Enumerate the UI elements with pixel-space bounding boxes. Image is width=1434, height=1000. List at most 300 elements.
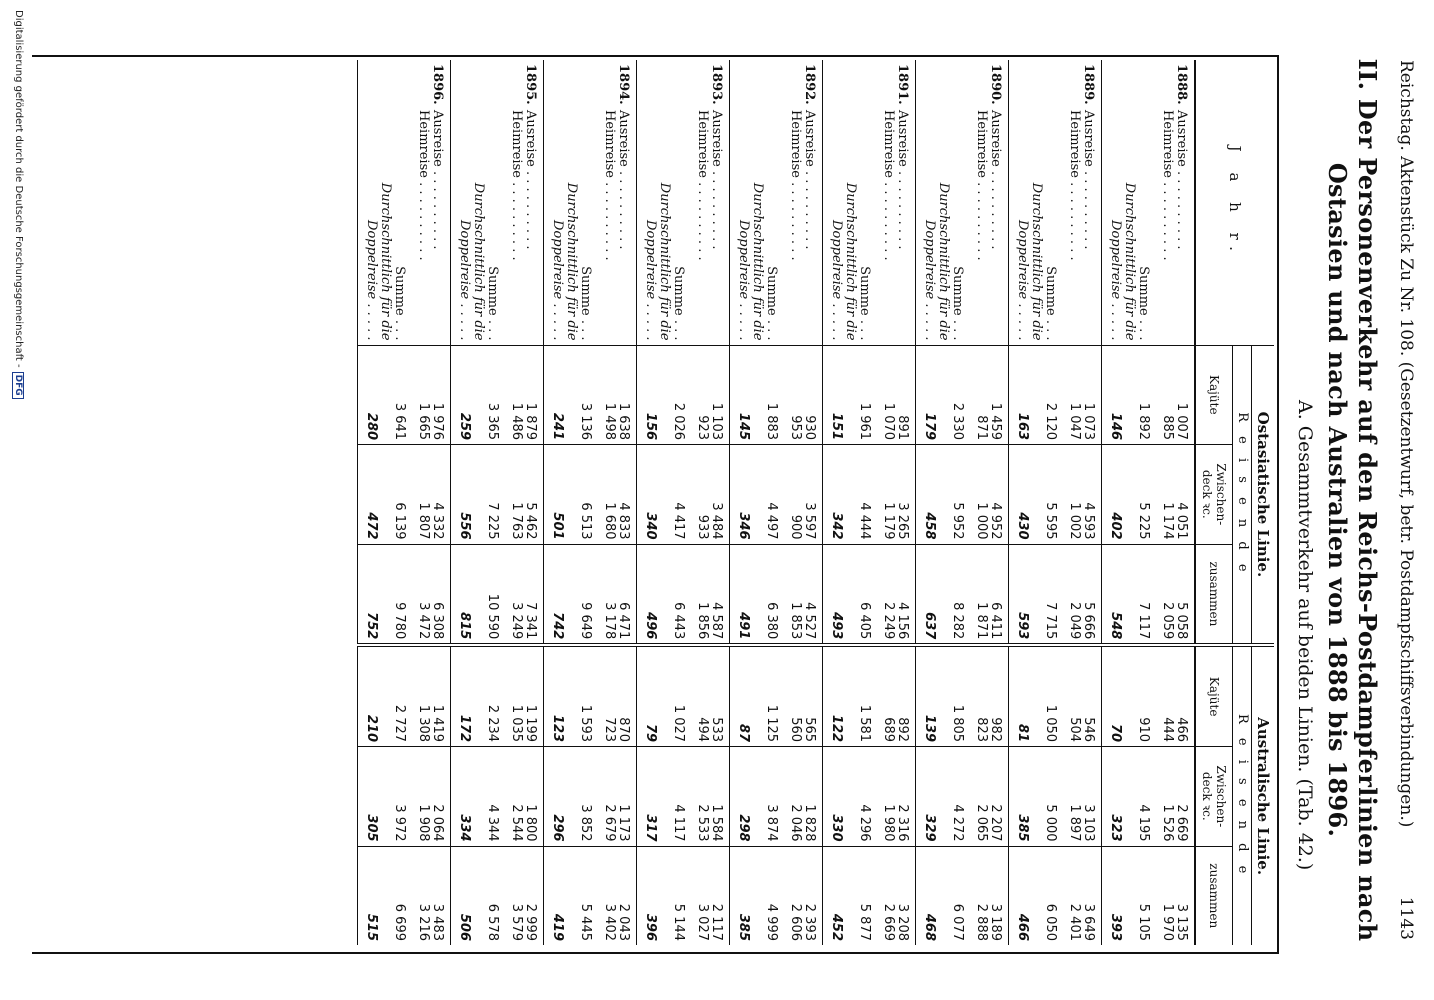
ausreise-label: Ausreise . . . . . . . . . . [895,110,910,250]
table-cell: 2 120 [1043,345,1067,445]
passenger-table [357,60,1274,945]
table-row [1136,60,1160,945]
table-body [358,60,1196,945]
table-cell: 2 330 [950,345,974,445]
table-cell: 122 [823,645,858,746]
column-group-ostasien: Ostasiatische Linie. [1252,345,1275,645]
table-cell: 3 597 [802,445,823,545]
table-cell: 3 402 [602,903,617,941]
table-cell: 4 272 [950,747,974,847]
table-cell: 885 [1160,345,1174,445]
table-cell: 1 593 [578,645,602,746]
table-cell: 1 970 [1160,903,1175,941]
table-cell: 900 [788,445,802,545]
table-cell: 172 [451,645,486,746]
table-cell: 501 [544,445,579,545]
table-cell: 723 [602,645,616,746]
table-row [544,60,579,945]
table-cell: 1 073 [1081,345,1102,445]
table-cell: 3 484 [709,445,730,545]
table-cell: 79 [637,645,672,746]
table-cell: 210 [358,645,393,746]
table-row [1009,60,1044,945]
row-label [358,60,393,345]
table-cell: 419 [550,913,565,941]
year-label: 1892. [802,64,817,105]
table-cell: 145 [730,345,765,445]
ausreise-label: Ausreise . . . . . . . . . . [802,110,817,250]
table-row [578,60,602,945]
table-cell: 1 308 [416,645,430,746]
table-cell: 1 103 [709,345,730,445]
table-cell: 891 [895,345,916,445]
table-cell: 1 665 [416,345,430,445]
row-label [451,60,486,345]
summe-label: Summe . . . [671,266,686,341]
row-label [881,60,895,345]
table-cell: 3 641 [392,345,416,445]
heimreise-label: Heimreise . . . . . . . . . . [1067,110,1082,261]
table-cell: 6 139 [392,445,416,545]
row-label [950,60,974,345]
table-row [695,60,709,945]
table-row [485,60,509,945]
durchschnitt-label: Durchschnittlich für die [750,182,765,341]
table-cell: 689 [881,645,895,746]
table-cell: 1 805 [950,645,974,746]
table-cell: 156 [637,345,672,445]
table-row [637,60,672,945]
table-cell: 330 [823,747,858,847]
row-label [616,60,637,345]
table-cell: 317 [637,747,672,847]
durchschnitt-label: Durchschnittlich für die [564,182,579,341]
table-cell: 548 [1102,544,1137,645]
table-cell: 4 444 [857,445,881,545]
table-cell: 1 007 [1174,345,1195,445]
table-cell: 458 [916,445,951,545]
column-header-zusammen: zusammen [1195,544,1233,645]
table-cell: 1 070 [881,345,895,445]
table-cell: 7 225 [485,445,509,545]
table-cell: 1 035 [509,645,523,746]
table-cell: 3 027 [695,903,710,941]
table-cell: 2 606 [788,903,803,941]
durchschnitt-label: Durchschnittlich für die [936,182,951,341]
table-cell: 4 587 [709,544,730,645]
table-row [523,60,544,945]
table-cell: 3 874 [764,747,788,847]
table-cell: 2 401 [1067,903,1082,941]
table-cell: 982 [988,645,1009,746]
table-row [671,60,695,945]
footer-credit: Digitalisierung gefördert durch die Deutsche Forschungsgemeinschaft -DFG [12,10,24,399]
table-cell: 4 952 [988,445,1009,545]
table-cell: 1 002 [1067,445,1081,545]
ausreise-label: Ausreise . . . . . . . . . . [1081,110,1096,250]
table-cell: 2 065 [974,747,988,847]
table-cell: 533 [709,645,730,746]
table-cell: 1 680 [602,445,616,545]
table-cell: 2 316 [895,747,916,847]
table-cell: 430 [1009,445,1044,545]
table-row [392,60,416,945]
table-cell: 5 595 [1043,445,1067,545]
ausreise-label: Ausreise . . . . . . . . . . [709,110,724,250]
column-header-kajuete: Kajüte [1195,345,1233,445]
table-cell: 385 [1009,747,1044,847]
table-cell: 4 344 [485,747,509,847]
table-cell: 5 877 [857,903,872,941]
table-cell: 3 178 [602,544,616,645]
table-cell: 3 852 [578,747,602,847]
table-cell: 1 961 [857,345,881,445]
ausreise-label: Ausreise . . . . . . . . . . [1174,110,1189,250]
heimreise-label: Heimreise . . . . . . . . . . [974,110,989,261]
table-row [857,60,881,945]
table-cell: 342 [823,445,858,545]
table-cell: 1 897 [1067,747,1081,847]
column-header-zwischendeck: Zwischen- deck ꝛc. [1195,445,1233,545]
year-label: 1891. [895,64,910,105]
table-cell: 910 [1136,645,1160,746]
column-group-australien: Australische Linie. [1252,645,1275,945]
table-cell: 4 527 [802,544,823,645]
table-cell: 10 590 [485,544,509,645]
table-cell: 468 [922,913,937,941]
summe-label: Summe . . . [857,266,872,341]
row-label [430,60,451,345]
table-cell: 2 046 [788,747,802,847]
ausreise-label: Ausreise . . . . . . . . . . [988,110,1003,250]
column-header-jahr: J a h r. [1195,60,1274,345]
table-cell: 4 296 [857,747,881,847]
row-label [1102,60,1137,345]
table-cell: 2 669 [881,903,896,941]
table-row [1174,60,1195,945]
table-cell: 1 980 [881,747,895,847]
table-cell: 560 [788,645,802,746]
table-cell: 3 135 [1174,903,1189,941]
heimreise-label: Heimreise . . . . . . . . . . [881,110,896,261]
row-label [823,60,858,345]
row-label [544,60,579,345]
row-label [788,60,802,345]
table-cell: 9 780 [392,544,416,645]
table-cell: 3 365 [485,345,509,445]
table-cell: 5 144 [671,903,686,941]
table-cell: 6 077 [950,903,965,941]
row-label [1136,60,1160,345]
table-cell: 1 800 [523,747,544,847]
table-row [451,60,486,945]
table-cell: 393 [1108,913,1123,941]
table-cell: 7 117 [1136,544,1160,645]
table-cell: 5 225 [1136,445,1160,545]
ausreise-label: Ausreise . . . . . . . . . . [523,110,538,250]
table-row [802,60,823,945]
table-cell: 1 027 [671,645,695,746]
table-cell: 491 [730,544,765,645]
table-cell: 3 265 [895,445,916,545]
table-cell: 1 828 [802,747,823,847]
row-label [485,60,509,345]
row-label [578,60,602,345]
table-cell: 6 308 [430,544,451,645]
table-cell: 6 513 [578,445,602,545]
dfg-logo-icon: DFG [12,372,24,399]
table-cell: 933 [695,445,709,545]
table-cell: 151 [823,345,858,445]
row-label [709,60,730,345]
table-cell: 5 000 [1043,747,1067,847]
table-cell: 1 047 [1067,345,1081,445]
table-cell: 2 207 [988,747,1009,847]
table-row [916,60,951,945]
column-header-zwischendeck: Zwischen- deck ꝛc. [1195,747,1233,847]
table-cell: 752 [358,544,393,645]
table-cell: 241 [544,345,579,445]
row-label [523,60,544,345]
table-cell: 515 [364,913,379,941]
table-row [416,60,430,945]
table-cell: 1 976 [430,345,451,445]
table-cell: 593 [1009,544,1044,645]
table-cell: 3 472 [416,544,430,645]
table-cell: 2 234 [485,645,509,746]
table-cell: 444 [1160,645,1174,746]
heimreise-label: Heimreise . . . . . . . . . . [695,110,710,261]
doppelreise-label: Doppelreise . . . . . [829,220,844,341]
doppelreise-label: Doppelreise . . . . . [736,220,751,341]
year-label: 1888. [1174,64,1189,105]
table-cell: 6 050 [1043,903,1058,941]
table-cell: 329 [916,747,951,847]
table-row [1102,60,1137,945]
table-cell: 1 174 [1160,445,1174,545]
table-cell: 4 593 [1081,445,1102,545]
table-cell: 3 189 [988,903,1003,941]
table-cell: 6 443 [671,544,695,645]
table-row [974,60,988,945]
table-cell: 4 833 [616,445,637,545]
table-cell: 1 892 [1136,345,1160,445]
table-cell: 179 [916,345,951,445]
table-cell: 2 727 [392,645,416,746]
durchschnitt-label: Durchschnittlich für die [843,182,858,341]
table-cell: 1 853 [788,544,802,645]
table-cell: 493 [823,544,858,645]
table-cell: 2 679 [602,747,616,847]
table-cell: 2 049 [1067,544,1081,645]
table-cell: 123 [544,645,579,746]
summe-label: Summe . . . [578,266,593,341]
table-cell: 472 [358,445,393,545]
table-cell: 1 498 [602,345,616,445]
doppelreise-label: Doppelreise . . . . . [922,220,937,341]
table-cell: 4 999 [764,903,779,941]
ausreise-label: Ausreise . . . . . . . . . . [616,110,631,250]
table-cell: 2 249 [881,544,895,645]
table-cell: 298 [730,747,765,847]
table-cell: 2 533 [695,747,709,847]
table-cell: 1 908 [416,747,430,847]
heimreise-label: Heimreise . . . . . . . . . . [509,110,524,261]
table-cell: 1 883 [764,345,788,445]
table-cell: 565 [802,645,823,746]
row-label [509,60,523,345]
row-label [974,60,988,345]
table-cell: 3 483 [430,903,445,941]
row-label [637,60,672,345]
table-cell: 402 [1102,445,1137,545]
table-cell: 1 125 [764,645,788,746]
table-cell: 2 026 [671,345,695,445]
table-cell: 1 199 [523,645,544,746]
table-cell: 3 103 [1081,747,1102,847]
row-label [671,60,695,345]
summe-label: Summe . . . [1136,266,1151,341]
table-cell: 496 [637,544,672,645]
table-cell: 892 [895,645,916,746]
year-label: 1889. [1081,64,1096,105]
table-cell: 930 [802,345,823,445]
table-cell: 1 879 [523,345,544,445]
row-label [802,60,823,345]
table-cell: 6 380 [764,544,788,645]
doppelreise-label: Doppelreise . . . . . [364,220,379,341]
table-cell: 953 [788,345,802,445]
table-row [1160,60,1174,945]
table-cell: 494 [695,645,709,746]
table-row [1081,60,1102,945]
table-cell: 4 195 [1136,747,1160,847]
table-cell: 5 058 [1174,544,1195,645]
table-cell: 6 411 [988,544,1009,645]
doppelreise-label: Doppelreise . . . . . [1015,220,1030,341]
table-cell: 2 064 [430,747,451,847]
table-cell: 506 [457,913,472,941]
table-cell: 163 [1009,345,1044,445]
table-cell: 87 [730,645,765,746]
doppelreise-label: Doppelreise . . . . . [457,220,472,341]
table-row [1043,60,1067,945]
row-label [988,60,1009,345]
durchschnitt-label: Durchschnittlich für die [1029,182,1044,341]
table-cell: 2 059 [1160,544,1174,645]
year-label: 1893. [709,64,724,105]
table-cell: 5 462 [523,445,544,545]
table-row [709,60,730,945]
table-cell: 1 763 [509,445,523,545]
section-subtitle: A. Gesammtverkehr auf beiden Linien. (Tab. 42.) [1294,400,1316,871]
table-cell: 923 [695,345,709,445]
table-row [1067,60,1081,945]
table-cell: 259 [451,345,486,445]
table-cell: 4 417 [671,445,695,545]
table-row [881,60,895,945]
table-cell: 742 [544,544,579,645]
table-cell: 452 [829,913,844,941]
year-label: 1895. [523,64,538,105]
table-row [358,60,393,945]
table-cell: 1 050 [1043,645,1067,746]
heimreise-label: Heimreise . . . . . . . . . . [1160,110,1175,261]
table-cell: 6 699 [392,903,407,941]
table-cell: 70 [1102,645,1137,746]
table-cell: 1 871 [974,544,988,645]
table-cell: 8 282 [950,544,974,645]
table-cell: 9 649 [578,544,602,645]
table-cell: 3 579 [509,903,524,941]
table-cell: 546 [1081,645,1102,746]
table-row [509,60,523,945]
table-cell: 2 043 [616,903,631,941]
table-cell: 2 117 [709,903,724,941]
row-label [1081,60,1102,345]
row-label [730,60,765,345]
table-row [430,60,451,945]
durchschnitt-label: Durchschnittlich für die [471,182,486,341]
table-cell: 5 445 [578,903,593,941]
table-cell: 2 669 [1174,747,1195,847]
table-cell: 305 [358,747,393,847]
table-cell: 466 [1015,913,1030,941]
running-header [1396,60,1416,940]
table-cell: 396 [643,913,658,941]
table-cell: 1 459 [988,345,1009,445]
row-label [916,60,951,345]
year-label: 1896. [430,64,445,105]
ausreise-label: Ausreise . . . . . . . . . . [430,110,445,250]
row-label [602,60,616,345]
table-cell: 323 [1102,747,1137,847]
table-cell: 1 584 [709,747,730,847]
table-row [764,60,788,945]
durchschnitt-label: Durchschnittlich für die [378,182,393,341]
column-header-kajuete: Kajüte [1195,645,1233,746]
table-cell: 870 [616,645,637,746]
row-label [1009,60,1044,345]
table-cell: 334 [451,747,486,847]
table-cell: 5 105 [1136,903,1151,941]
table-cell: 3 208 [895,903,910,941]
row-label [1067,60,1081,345]
table-row [602,60,616,945]
row-label [416,60,430,345]
table-cell: 1 581 [857,645,881,746]
row-label [857,60,881,345]
table-row [823,60,858,945]
table-cell: 6 471 [616,544,637,645]
table-cell: 823 [974,645,988,746]
year-label: 1890. [988,64,1003,105]
table-row [988,60,1009,945]
table-cell: 504 [1067,645,1081,746]
table-cell: 1 856 [695,544,709,645]
summe-label: Summe . . . [392,266,407,341]
table-cell: 3 216 [416,903,431,941]
table-cell: 3 649 [1081,903,1096,941]
summe-label: Summe . . . [1043,266,1058,341]
table-cell: 5 952 [950,445,974,545]
doppelreise-label: Doppelreise . . . . . [1108,220,1123,341]
table-cell: 3 249 [509,544,523,645]
durchschnitt-label: Durchschnittlich für die [657,182,672,341]
table-row [895,60,916,945]
row-label [1174,60,1195,345]
page-title: II. Der Personenverkehr auf den Reichs-Postdampferlinien nach Ostasien und nach Australien von 1888 bis 1896. [1323,58,1382,942]
